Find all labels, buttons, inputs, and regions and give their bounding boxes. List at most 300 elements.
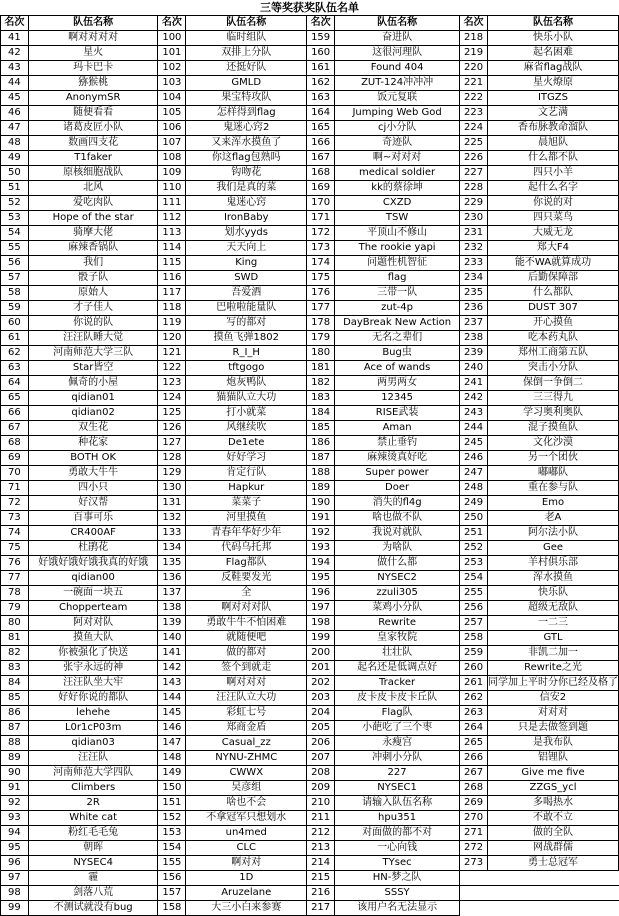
team-name-cell: De1ete — [186, 436, 307, 451]
table-row — [1, 331, 619, 346]
team-name-cell: 原核细胞战队 — [28, 166, 158, 181]
team-header: 队伍名称 — [186, 16, 307, 31]
table-row — [1, 736, 619, 751]
rank-cell: 154 — [158, 841, 186, 856]
team-name-cell: 做的都对 — [186, 646, 307, 661]
table-row — [1, 721, 619, 736]
team-name-cell: 朝晖 — [28, 841, 158, 856]
team-name-cell: lehehe — [28, 706, 158, 721]
team-name-cell: 打小就菜 — [186, 406, 307, 421]
team-name-cell: Emo — [487, 496, 618, 511]
rank-cell: 74 — [1, 526, 29, 541]
rank-cell: 72 — [1, 496, 29, 511]
rank-cell: 236 — [460, 301, 488, 316]
rank-cell: 244 — [460, 421, 488, 436]
team-name-cell: 阿尔法小队 — [487, 526, 618, 541]
team-name-cell: 消失的fl4g — [335, 496, 460, 511]
team-name-cell: 一二三 — [487, 616, 618, 631]
rank-cell: 63 — [1, 361, 29, 376]
rank-cell: 262 — [460, 691, 488, 706]
rank-cell: 194 — [307, 556, 335, 571]
team-name-cell: 冲刺小分队 — [335, 751, 460, 766]
team-name-cell: 为啥队 — [335, 541, 460, 556]
table-row — [1, 661, 619, 676]
rank-cell: 104 — [158, 91, 186, 106]
team-name-cell: 代码乌托邦 — [186, 541, 307, 556]
team-name-cell: ITGZS — [487, 91, 618, 106]
team-name-cell: 对面做的都不对 — [335, 826, 460, 841]
table-row — [1, 166, 619, 181]
rank-cell: 92 — [1, 796, 29, 811]
team-name-cell: 两男两女 — [335, 376, 460, 391]
rank-cell: 121 — [158, 346, 186, 361]
rank-cell: 260 — [460, 661, 488, 676]
team-name-cell: 浑水摸鱼 — [487, 571, 618, 586]
rank-cell: 229 — [460, 196, 488, 211]
team-name-cell: 三三得九 — [487, 391, 618, 406]
rank-cell: 217 — [307, 901, 335, 916]
rank-cell: 273 — [460, 856, 488, 871]
team-name-cell: 数画四支花 — [28, 136, 158, 151]
team-name-cell: 双排上分队 — [186, 46, 307, 61]
team-name-cell: White cat — [28, 811, 158, 826]
rank-cell: 156 — [158, 871, 186, 886]
team-name-cell: 巴啦啦能量队 — [186, 301, 307, 316]
empty-cell — [460, 871, 619, 886]
rank-cell: 66 — [1, 406, 29, 421]
team-name-cell: 河里摸鱼 — [186, 511, 307, 526]
rank-cell: 256 — [460, 601, 488, 616]
rank-cell: 226 — [460, 151, 488, 166]
rank-cell: 85 — [1, 691, 29, 706]
team-name-cell: 汪汪队 — [28, 751, 158, 766]
rank-cell: 223 — [460, 106, 488, 121]
team-name-cell: 种花家 — [28, 436, 158, 451]
rank-header: 名次 — [158, 16, 186, 31]
rank-cell: 69 — [1, 451, 29, 466]
team-name-cell: 什么都队 — [487, 286, 618, 301]
page-title: 三等奖获奖队伍名单 — [260, 1, 359, 14]
team-name-cell: 什么都不队 — [487, 151, 618, 166]
team-name-cell: 勇士总冠军 — [487, 856, 618, 871]
rank-cell: 148 — [158, 751, 186, 766]
team-name-cell: 天天向上 — [186, 241, 307, 256]
team-name-cell: 你这flag包熟吗 — [186, 151, 307, 166]
rank-cell: 190 — [307, 496, 335, 511]
rank-cell: 243 — [460, 406, 488, 421]
team-name-cell: 你被强化了快送 — [28, 646, 158, 661]
rank-cell: 196 — [307, 586, 335, 601]
rank-cell: 232 — [460, 241, 488, 256]
rank-cell: 129 — [158, 466, 186, 481]
rank-cell: 239 — [460, 346, 488, 361]
rank-cell: 120 — [158, 331, 186, 346]
team-name-cell: CLC — [186, 841, 307, 856]
team-name-cell: 果宝特攻队 — [186, 91, 307, 106]
table-row — [1, 91, 619, 106]
rank-cell: 238 — [460, 331, 488, 346]
rank-cell: 245 — [460, 436, 488, 451]
table-row — [1, 601, 619, 616]
team-name-cell: 永瘦宫 — [335, 736, 460, 751]
team-name-cell: Give me five — [487, 766, 618, 781]
team-name-cell: 阿对对队 — [28, 616, 158, 631]
rank-cell: 205 — [307, 721, 335, 736]
team-name-cell: 还挺好队 — [186, 61, 307, 76]
rank-cell: 93 — [1, 811, 29, 826]
rank-cell: 218 — [460, 31, 488, 46]
team-name-cell: 好饿好饿好饿我真的好饿 — [28, 556, 158, 571]
team-name-cell: 四小只 — [28, 481, 158, 496]
rank-cell: 145 — [158, 706, 186, 721]
rank-cell: 255 — [460, 586, 488, 601]
rank-cell: 48 — [1, 136, 29, 151]
rank-cell: 60 — [1, 316, 29, 331]
rank-cell: 252 — [460, 541, 488, 556]
team-name-cell: 汪汪队睡大觉 — [28, 331, 158, 346]
team-name-cell: Tracker — [335, 676, 460, 691]
rank-cell: 79 — [1, 601, 29, 616]
team-name-cell: 汪汪队坐大牢 — [28, 676, 158, 691]
team-name-cell: 香布脉教命溜队 — [487, 121, 618, 136]
team-name-cell: 青春年华好少年 — [186, 526, 307, 541]
team-name-cell: 12345 — [335, 391, 460, 406]
team-name-cell: 风继续吹 — [186, 421, 307, 436]
table-row — [1, 121, 619, 136]
team-name-cell: 后勤保障部 — [487, 271, 618, 286]
rank-cell: 65 — [1, 391, 29, 406]
rank-cell: 207 — [307, 751, 335, 766]
team-name-cell: Flag队 — [335, 706, 460, 721]
rank-cell: 161 — [307, 61, 335, 76]
team-name-cell: DayBreak New Action — [335, 316, 460, 331]
team-name-cell: qidian01 — [28, 391, 158, 406]
rank-cell: 54 — [1, 226, 29, 241]
rank-cell: 124 — [158, 391, 186, 406]
team-name-cell: 起名困难 — [487, 46, 618, 61]
rank-cell: 105 — [158, 106, 186, 121]
rank-cell: 230 — [460, 211, 488, 226]
rank-cell: 216 — [307, 886, 335, 901]
rank-cell: 204 — [307, 706, 335, 721]
team-name-cell: 一心向钱 — [335, 841, 460, 856]
team-name-cell: kk的蔡徐坤 — [335, 181, 460, 196]
rank-cell: 208 — [307, 766, 335, 781]
rank-cell: 152 — [158, 811, 186, 826]
rank-cell: 91 — [1, 781, 29, 796]
team-name-cell: Hope of the star — [28, 211, 158, 226]
rank-cell: 146 — [158, 721, 186, 736]
rank-cell: 197 — [307, 601, 335, 616]
rank-cell: 257 — [460, 616, 488, 631]
rank-cell: 227 — [460, 166, 488, 181]
rank-cell: 127 — [158, 436, 186, 451]
rank-cell: 209 — [307, 781, 335, 796]
rank-cell: 246 — [460, 451, 488, 466]
rank-cell: 86 — [1, 706, 29, 721]
team-name-cell: qidian03 — [28, 736, 158, 751]
team-name-cell: King — [186, 256, 307, 271]
rank-cell: 171 — [307, 211, 335, 226]
team-name-cell: 汪汪队立大功 — [186, 691, 307, 706]
rank-cell: 241 — [460, 376, 488, 391]
table-row — [1, 826, 619, 841]
team-name-cell: BOTH OK — [28, 451, 158, 466]
team-name-cell: 做什么都 — [335, 556, 460, 571]
team-name-cell: 鬼迷心窍 — [186, 196, 307, 211]
team-name-cell: 壮壮队 — [335, 646, 460, 661]
rank-cell: 234 — [460, 271, 488, 286]
team-name-cell: GMLD — [186, 76, 307, 91]
rank-cell: 179 — [307, 331, 335, 346]
table-row — [1, 376, 619, 391]
rank-cell: 70 — [1, 466, 29, 481]
rank-cell: 184 — [307, 406, 335, 421]
rank-cell: 125 — [158, 406, 186, 421]
rank-cell: 131 — [158, 496, 186, 511]
team-name-cell: NYSEC2 — [335, 571, 460, 586]
team-name-cell: R_I_H — [186, 346, 307, 361]
team-name-cell: 剑落八荒 — [28, 886, 158, 901]
rank-cell: 142 — [158, 661, 186, 676]
rank-cell: 235 — [460, 286, 488, 301]
rank-cell: 96 — [1, 856, 29, 871]
team-name-cell: CXZD — [335, 196, 460, 211]
rank-cell: 176 — [307, 286, 335, 301]
rank-cell: 110 — [158, 181, 186, 196]
rank-cell: 115 — [158, 256, 186, 271]
team-name-cell: 三带一队 — [335, 286, 460, 301]
team-name-cell: 勇敢大牛牛 — [28, 466, 158, 481]
rank-cell: 81 — [1, 631, 29, 646]
rank-cell: 240 — [460, 361, 488, 376]
team-name-cell: Star皆空 — [28, 361, 158, 376]
table-row — [1, 871, 619, 886]
team-name-cell: medical soldier — [335, 166, 460, 181]
rank-cell: 103 — [158, 76, 186, 91]
rank-cell: 263 — [460, 706, 488, 721]
rank-cell: 126 — [158, 421, 186, 436]
table-row — [1, 886, 619, 901]
team-name-cell: 起什么名字 — [487, 181, 618, 196]
rank-cell: 166 — [307, 136, 335, 151]
rank-cell: 242 — [460, 391, 488, 406]
team-name-cell: 霾 — [28, 871, 158, 886]
team-name-cell: HN-梦之队 — [335, 871, 460, 886]
table-row — [1, 766, 619, 781]
table-row — [1, 61, 619, 76]
team-name-cell: SSSY — [335, 886, 460, 901]
rank-cell: 233 — [460, 256, 488, 271]
rank-cell: 266 — [460, 751, 488, 766]
team-name-cell: cj小分队 — [335, 121, 460, 136]
rank-cell: 58 — [1, 286, 29, 301]
table-row — [1, 406, 619, 421]
rank-cell: 111 — [158, 196, 186, 211]
team-name-cell: zzuli305 — [335, 586, 460, 601]
rank-cell: 94 — [1, 826, 29, 841]
table-row — [1, 421, 619, 436]
team-name-cell: 学习奥利奥队 — [487, 406, 618, 421]
table-row — [1, 526, 619, 541]
rank-cell: 265 — [460, 736, 488, 751]
team-name-cell: 问题性机智征 — [335, 256, 460, 271]
table-row — [1, 586, 619, 601]
table-row — [1, 436, 619, 451]
team-name-cell: 羊村俱乐部 — [487, 556, 618, 571]
team-name-cell: TSW — [335, 211, 460, 226]
table-row — [1, 106, 619, 121]
rank-cell: 219 — [460, 46, 488, 61]
rank-cell: 67 — [1, 421, 29, 436]
rank-cell: 84 — [1, 676, 29, 691]
rank-cell: 206 — [307, 736, 335, 751]
team-name-cell: ZUT-124冲冲冲 — [335, 76, 460, 91]
rank-cell: 258 — [460, 631, 488, 646]
team-name-cell: 快乐小队 — [487, 31, 618, 46]
table-row — [1, 691, 619, 706]
team-name-cell: Super power — [335, 466, 460, 481]
rank-cell: 167 — [307, 151, 335, 166]
table-row — [1, 901, 619, 916]
team-name-cell: 好好你说的都队 — [28, 691, 158, 706]
team-name-cell: NYSEC4 — [28, 856, 158, 871]
table-row — [1, 811, 619, 826]
rank-cell: 237 — [460, 316, 488, 331]
table-row — [1, 31, 619, 46]
rank-cell: 187 — [307, 451, 335, 466]
team-name-cell: 四只菜鸟 — [487, 211, 618, 226]
team-name-cell: 鬼迷心窍2 — [186, 121, 307, 136]
team-header: 队伍名称 — [28, 16, 158, 31]
rank-cell: 97 — [1, 871, 29, 886]
team-name-cell: 不测试就没有bug — [28, 901, 158, 916]
team-name-cell: 2R — [28, 796, 158, 811]
rank-cell: 57 — [1, 271, 29, 286]
rank-cell: 47 — [1, 121, 29, 136]
rank-cell: 228 — [460, 181, 488, 196]
rank-cell: 153 — [158, 826, 186, 841]
rank-cell: 55 — [1, 241, 29, 256]
rank-cell: 102 — [158, 61, 186, 76]
rank-cell: 62 — [1, 346, 29, 361]
rank-cell: 42 — [1, 46, 29, 61]
team-name-cell: 写的都对 — [186, 316, 307, 331]
rank-cell: 119 — [158, 316, 186, 331]
team-name-cell: 多喝热水 — [487, 796, 618, 811]
team-name-cell: 骰子队 — [28, 271, 158, 286]
table-row — [1, 241, 619, 256]
team-name-cell: 一碗面一块五 — [28, 586, 158, 601]
team-name-cell: 反鞋要发光 — [186, 571, 307, 586]
team-name-cell: 啊对对对对 — [28, 31, 158, 46]
rank-cell: 158 — [158, 901, 186, 916]
team-name-cell: 杜鹃花 — [28, 541, 158, 556]
rank-cell: 151 — [158, 796, 186, 811]
rank-cell: 214 — [307, 856, 335, 871]
team-name-cell: L0r1cP03m — [28, 721, 158, 736]
rank-cell: 52 — [1, 196, 29, 211]
rank-cell: 193 — [307, 541, 335, 556]
team-name-cell: 奇迹队 — [335, 136, 460, 151]
team-name-cell: Hapkur — [186, 481, 307, 496]
rank-cell: 201 — [307, 661, 335, 676]
team-name-cell: 啥也不会 — [186, 796, 307, 811]
team-name-cell: 佩奇的小屋 — [28, 376, 158, 391]
team-name-cell: 铝锂队 — [487, 751, 618, 766]
team-name-cell: 禁止垂钓 — [335, 436, 460, 451]
rank-cell: 175 — [307, 271, 335, 286]
team-name-cell: 吾爱酒 — [186, 286, 307, 301]
rank-cell: 157 — [158, 886, 186, 901]
table-row — [1, 556, 619, 571]
team-name-cell: 227 — [335, 766, 460, 781]
rank-cell: 76 — [1, 556, 29, 571]
team-name-cell: 菜菜子 — [186, 496, 307, 511]
rank-cell: 138 — [158, 601, 186, 616]
rank-cell: 198 — [307, 616, 335, 631]
team-name-cell: AnonymSR — [28, 91, 158, 106]
team-name-cell: 彩虹七号 — [186, 706, 307, 721]
team-name-cell: 吴彦组 — [186, 781, 307, 796]
rank-cell: 98 — [1, 886, 29, 901]
table-row — [1, 46, 619, 61]
rank-cell: 51 — [1, 181, 29, 196]
rank-cell: 50 — [1, 166, 29, 181]
team-name-cell: 能不WA就算成功 — [487, 256, 618, 271]
team-name-cell: 信安2 — [487, 691, 618, 706]
team-name-cell: 麻省flag战队 — [487, 61, 618, 76]
rank-cell: 68 — [1, 436, 29, 451]
team-name-cell: un4med — [186, 826, 307, 841]
team-name-cell: 对对对 — [487, 706, 618, 721]
team-name-cell: tftgogo — [186, 361, 307, 376]
team-name-cell: 不拿冠军只想划水 — [186, 811, 307, 826]
team-name-cell: 啊~对对对 — [335, 151, 460, 166]
empty-cell — [460, 901, 619, 916]
team-name-cell: 老A — [487, 511, 618, 526]
team-name-cell: 大三小白来参赛 — [186, 901, 307, 916]
table-row — [1, 211, 619, 226]
rank-cell: 75 — [1, 541, 29, 556]
rank-cell: 189 — [307, 481, 335, 496]
rank-cell: 186 — [307, 436, 335, 451]
team-name-cell: 请输入队伍名称 — [335, 796, 460, 811]
rank-cell: 159 — [307, 31, 335, 46]
team-name-cell: 四只小羊 — [487, 166, 618, 181]
table-row — [1, 781, 619, 796]
rank-cell: 83 — [1, 661, 29, 676]
rank-cell: 117 — [158, 286, 186, 301]
rank-cell: 53 — [1, 211, 29, 226]
rank-cell: 137 — [158, 586, 186, 601]
table-row — [1, 841, 619, 856]
rank-header: 名次 — [460, 16, 488, 31]
rank-cell: 177 — [307, 301, 335, 316]
rank-cell: 202 — [307, 676, 335, 691]
table-row — [1, 181, 619, 196]
header-row — [1, 16, 619, 31]
rank-cell: 106 — [158, 121, 186, 136]
team-name-cell: 爱吃肉队 — [28, 196, 158, 211]
rank-cell: 222 — [460, 91, 488, 106]
rank-cell: 90 — [1, 766, 29, 781]
team-name-cell: 文化沙漠 — [487, 436, 618, 451]
team-name-cell: 郑州工商第五队 — [487, 346, 618, 361]
rank-cell: 183 — [307, 391, 335, 406]
rank-cell: 77 — [1, 571, 29, 586]
team-name-cell: 才子佳人 — [28, 301, 158, 316]
